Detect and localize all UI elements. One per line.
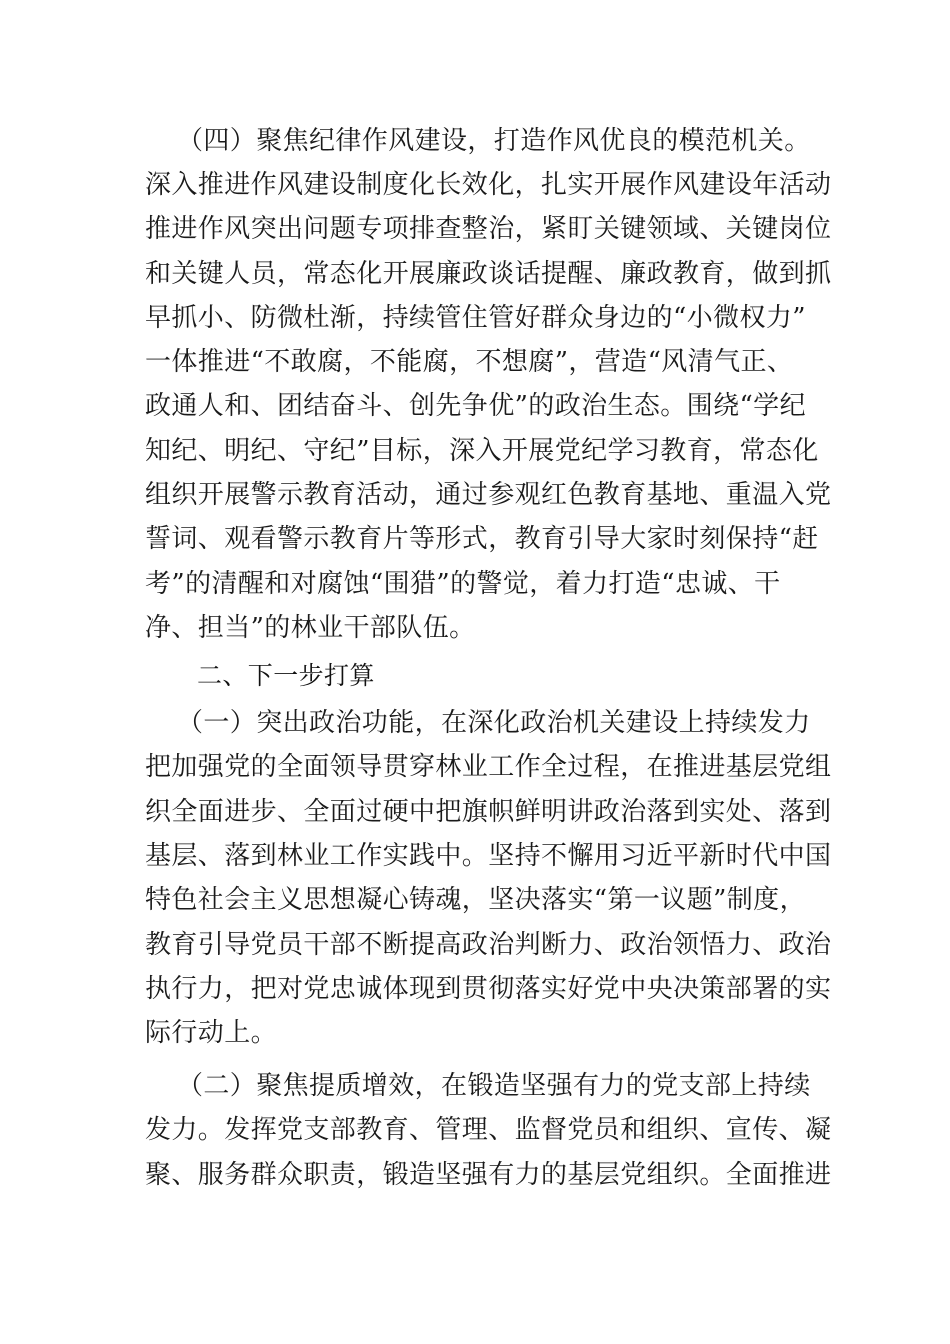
body-line: 早抓小、防微杜渐，持续管住管好群众身边的“小微权力” [145, 303, 806, 333]
body-line: 深入推进作风建设制度化长效化，扎实开展作风建设年活动 [145, 170, 832, 200]
body-line: 织全面进步、全面过硬中把旗帜鲜明讲政治落到实处、落到 [145, 797, 832, 827]
body-line: 际行动上。 [145, 1018, 278, 1048]
body-line: 一体推进“不敢腐，不能腐，不想腐”，营造“风清气正、 [145, 347, 794, 377]
section-heading-next-steps: 二、下一步打算 [197, 661, 375, 690]
body-line: 誓词、观看警示教育片等形式，教育引导大家时刻保持“赶 [145, 524, 819, 554]
body-line: 考”的清醒和对腐蚀“围猎”的警觉，着力打造“忠诚、干 [145, 569, 781, 599]
body-line: 特色社会主义思想凝心铸魂，坚决落实“第一议题”制度， [145, 885, 806, 915]
body-line: 和关键人员，常态化开展廉政谈话提醒、廉政教育，做到抓 [145, 259, 832, 289]
body-line: 政通人和、团结奋斗、创先争优”的政治生态。围绕“学纪 [145, 391, 806, 421]
subsection-one-heading-line: （一）突出政治功能，在深化政治机关建设上持续发力 [177, 708, 811, 738]
body-line: 知纪、明纪、守纪”目标，深入开展党纪学习教育，常态化 [145, 436, 819, 466]
body-line: 聚、服务群众职责，锻造坚强有力的基层党组织。全面推进 [145, 1160, 832, 1190]
body-line: 基层、落到林业工作实践中。坚持不懈用习近平新时代中国 [145, 841, 832, 871]
body-line: 推进作风突出问题专项排查整治，紧盯关键领域、关键岗位 [145, 214, 832, 244]
subsection-two-heading-line: （二）聚焦提质增效，在锻造坚强有力的党支部上持续 [177, 1071, 811, 1101]
body-line: 净、担当”的林业干部队伍。 [145, 613, 476, 643]
body-line: 把加强党的全面领导贯穿林业工作全过程，在推进基层党组 [145, 752, 832, 782]
body-line: 执行力，把对党忠诚体现到贯彻落实好党中央决策部署的实 [145, 974, 832, 1004]
body-line: 教育引导党员干部不断提高政治判断力、政治领悟力、政治 [145, 930, 832, 960]
body-line: 发力。发挥党支部教育、管理、监督党员和组织、宣传、凝 [145, 1115, 832, 1145]
section-four-heading-line: （四）聚焦纪律作风建设，打造作风优良的模范机关。 [177, 126, 811, 156]
body-line: 组织开展警示教育活动，通过参观红色教育基地、重温入党 [145, 480, 832, 510]
